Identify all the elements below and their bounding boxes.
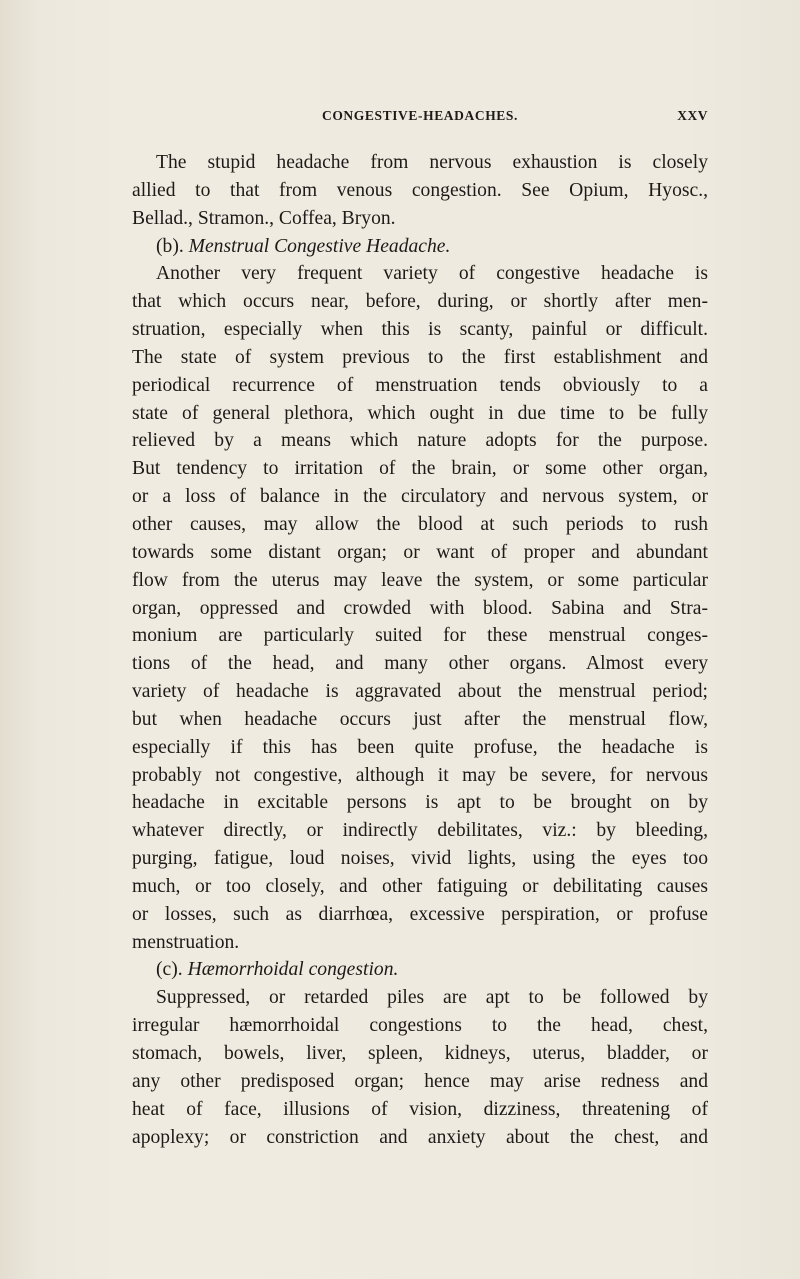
text-line: stomach, bowels, liver, spleen, kidneys, uterus, bladder, or	[132, 1043, 708, 1064]
section-marker: (c).	[156, 959, 183, 981]
text-line: state of general plethora, which ought in due time to be fully	[132, 402, 708, 424]
text-line: organ, oppressed and crowded with blood. Sabina and Stra-	[132, 597, 708, 619]
text-line: variety of headache is aggravated about the menstrual period;	[132, 681, 708, 703]
text-line: or losses, such as diarrhœa, excessive perspiration, or profuse	[132, 903, 708, 925]
text-line: any other predisposed organ; hence may arise redness and	[132, 1070, 708, 1092]
paragraph-haemorrhoidal	[132, 984, 708, 1151]
section-marker: (b).	[156, 235, 184, 257]
text-line: But tendency to irritation of the brain, or some other organ,	[132, 458, 708, 480]
section-title: Hæmorrhoidal congestion.	[187, 959, 399, 981]
text-line: flow from the uterus may leave the system, or some particular	[132, 569, 708, 591]
text-line: that which occurs near, before, during, or shortly after men-	[132, 291, 708, 313]
text-line: irregular hæmorrhoidal congestions to the head, chest,	[132, 1015, 708, 1037]
text-line: Bellad., Stramon., Coffea, Bryon.	[132, 207, 396, 229]
text-line: struation, especially when this is scanty, painful or difficult.	[132, 319, 708, 341]
paragraph-menstrual	[132, 260, 708, 956]
text-line: especially if this has been quite profuse, the headache is	[132, 736, 708, 758]
text-line: or a loss of balance in the circulatory and nervous system, or	[132, 486, 708, 508]
body-text	[132, 149, 708, 1151]
text-line: apoplexy; or constriction and anxiety about the chest, and	[132, 1126, 708, 1148]
section-heading-menstrual	[132, 233, 708, 261]
page-number: XXV	[677, 108, 708, 123]
text-line: monium are particularly suited for these menstrual conges-	[132, 625, 708, 647]
text-line: Suppressed, or retarded piles are apt to be followed by	[156, 987, 708, 1009]
text-line: whatever directly, or indirectly debilitates, viz.: by bleeding,	[132, 820, 708, 842]
text-line: purging, fatigue, loud noises, vivid lights, using the eyes too	[132, 848, 708, 870]
text-line: The stupid headache from nervous exhaustion is closely	[156, 152, 708, 173]
text-line: allied to that from venous congestion. See Opium, Hyosc.,	[132, 179, 708, 201]
text-line: The state of system previous to the first establishment and	[132, 346, 708, 368]
text-line: tions of the head, and many other organs. Almost every	[132, 653, 708, 675]
text-line: periodical recurrence of menstruation tends obviously to a	[132, 374, 708, 396]
paragraph-opium	[132, 149, 708, 233]
text-line: much, or too closely, and other fatiguing or debilitating causes	[132, 875, 708, 897]
text-line: Another very frequent variety of congestive headache is	[156, 263, 708, 285]
section-heading-haemorrhoidal	[132, 956, 708, 984]
text-line: heat of face, illusions of vision, dizziness, threatening of	[132, 1098, 708, 1120]
page-header	[130, 108, 710, 130]
text-line: menstruation.	[132, 931, 240, 953]
text-line: probably not congestive, although it may be severe, for nervous	[132, 764, 708, 786]
text-line: towards some distant organ; or want of proper and abundant	[132, 541, 708, 563]
running-head: CONGESTIVE-HEADACHES.	[321, 108, 518, 123]
text-line: but when headache occurs just after the menstrual flow,	[132, 708, 708, 730]
text-line: relieved by a means which nature adopts for the purpose.	[132, 430, 708, 452]
text-line: headache in excitable persons is apt to be brought on by	[132, 792, 708, 814]
section-title: Menstrual Congestive Headache.	[188, 235, 451, 257]
text-line: other causes, may allow the blood at such periods to rush	[132, 513, 708, 535]
